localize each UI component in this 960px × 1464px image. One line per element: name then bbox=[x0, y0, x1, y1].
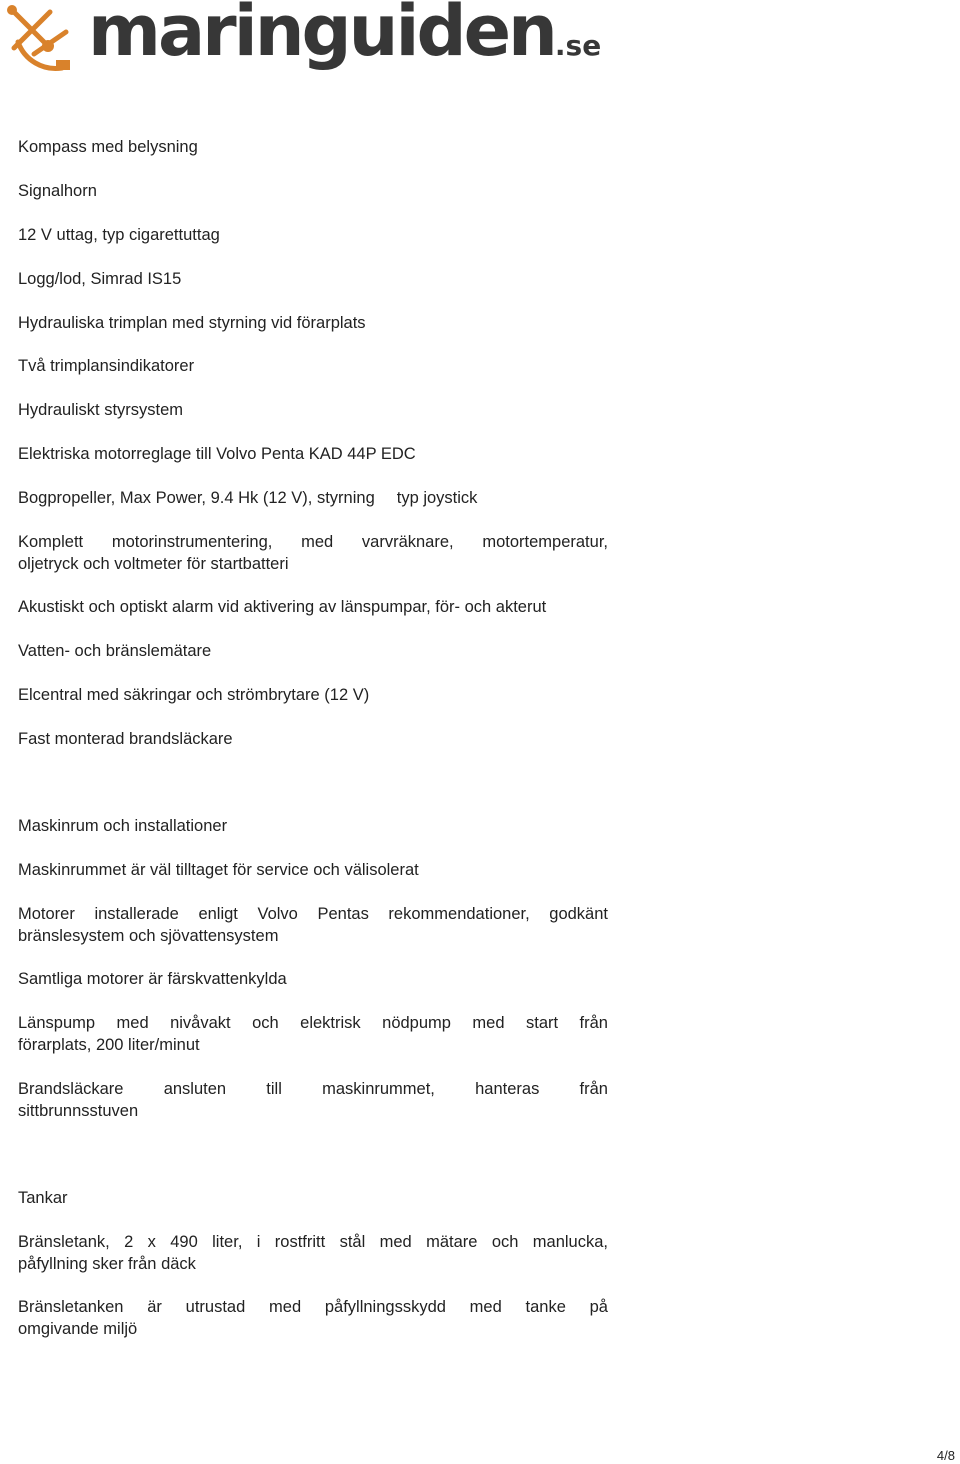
section-heading-engine-room: Maskinrum och installationer bbox=[18, 817, 228, 835]
equipment-item: Kompass med belysning bbox=[18, 138, 198, 156]
fuel-line-1: Bränsletank, 2 x 490 liter, i rostfritt stål med mätare och manlucka, bbox=[18, 1233, 608, 1251]
bilge-line-2: förarplats, 200 liter/minut bbox=[18, 1036, 200, 1054]
bilge-line-1: Länspump med nivåvakt och elektrisk nödpump med start från bbox=[18, 1014, 608, 1032]
fuel-line-2: påfyllning sker från däck bbox=[18, 1255, 196, 1273]
sextant-icon bbox=[4, 2, 86, 80]
motors-line-2: bränslesystem och sjövattensystem bbox=[18, 927, 279, 945]
instrument-line-2: oljetryck och voltmeter för startbatteri bbox=[18, 555, 289, 573]
protection-line-2: omgivande miljö bbox=[18, 1320, 138, 1338]
equipment-item: Elektriska motorreglage till Volvo Penta KAD 44P EDC bbox=[18, 445, 416, 463]
bogpropeller-control: typ joystick bbox=[396, 489, 478, 507]
elcentral-item: Elcentral med säkringar och strömbrytare (12 V) bbox=[18, 686, 370, 704]
cooling-item: Samtliga motorer är färskvattenkylda bbox=[18, 970, 287, 988]
brand-name: maringuiden bbox=[88, 0, 555, 72]
page-number: 4/8 bbox=[936, 1448, 955, 1463]
equipment-item: Logg/lod, Simrad IS15 bbox=[18, 270, 182, 288]
equipment-item-bogpropeller bbox=[18, 487, 477, 509]
equipment-item: Hydrauliskt styrsystem bbox=[18, 401, 184, 419]
instrument-line-1: Komplett motorinstrumentering, med varvräknare, motortemperatur, bbox=[18, 533, 608, 551]
section-heading-tanks: Tankar bbox=[18, 1189, 68, 1207]
fire-line-1: Brandsläckare ansluten till maskinrummet, hanteras från bbox=[18, 1080, 608, 1098]
brand-logo[interactable] bbox=[88, 0, 602, 72]
bogpropeller-text: Bogpropeller, Max Power, 9.4 Hk (12 V), styrning bbox=[18, 489, 375, 507]
protection-line-1: Bränsletanken är utrustad med påfyllningsskydd med tanke på bbox=[18, 1298, 608, 1316]
extinguisher-item: Fast monterad brandsläckare bbox=[18, 730, 233, 748]
gauges-item: Vatten- och bränslemätare bbox=[18, 642, 212, 660]
equipment-item: Signalhorn bbox=[18, 182, 97, 200]
equipment-item: 12 V uttag, typ cigarettuttag bbox=[18, 226, 220, 244]
engine-room-service: Maskinrummet är väl tilltaget för service och välisolerat bbox=[18, 861, 419, 879]
motors-line-1: Motorer installerade enligt Volvo Pentas rekommendationer, godkänt bbox=[18, 905, 608, 923]
fire-line-2: sittbrunnsstuven bbox=[18, 1102, 139, 1120]
site-header bbox=[4, 0, 604, 90]
equipment-item: Två trimplansindikatorer bbox=[18, 357, 195, 375]
alarm-item: Akustiskt och optiskt alarm vid aktivering av länspumpar, för- och akterut bbox=[18, 598, 547, 616]
brand-suffix: .se bbox=[554, 29, 602, 62]
equipment-item: Hydrauliska trimplan med styrning vid förarplats bbox=[18, 314, 366, 332]
